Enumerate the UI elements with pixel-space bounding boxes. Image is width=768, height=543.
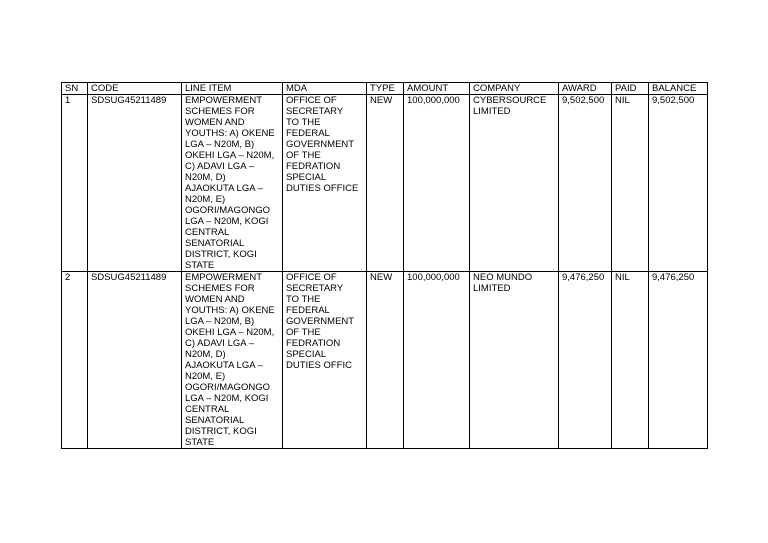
table-row (62, 95, 708, 272)
col-header-sn: SN (62, 83, 88, 95)
cell-balance: 9,502,500 (649, 95, 708, 272)
cell-sn: 1 (62, 95, 88, 272)
col-header-company: COMPANY (470, 83, 559, 95)
cell-type: NEW (367, 272, 404, 449)
cell-line-item: EMPOWERMENT SCHEMES FOR WOMEN AND YOUTHS: A) OKENE LGA – N20M, B) OKEHI LGA – N20M, C) ADAVI LGA – N20M, D) AJAOKUTA LGA – N20M, E) OGORI/MAGONGO LGA – N20M, KOGI CENTRAL SENATORIAL DISTRICT, KOGI STATE (182, 272, 283, 449)
table-row (62, 272, 708, 449)
cell-code: SDSUG45211489 (88, 95, 182, 272)
cell-company: NEO MUNDO LIMITED (470, 272, 559, 449)
header-row (62, 83, 708, 95)
allocation-table (61, 82, 708, 449)
cell-code: SDSUG45211489 (88, 272, 182, 449)
col-header-code: CODE (88, 83, 182, 95)
cell-award: 9,502,500 (559, 95, 612, 272)
cell-balance: 9,476,250 (649, 272, 708, 449)
col-header-balance: BALANCE (649, 83, 708, 95)
cell-mda: OFFICE OF SECRETARY TO THE FEDERAL GOVERNMENT OF THE FEDRATION SPECIAL DUTIES OFFIC (283, 272, 367, 449)
cell-paid: NIL (612, 95, 649, 272)
col-header-award: AWARD (559, 83, 612, 95)
cell-line-item: EMPOWERMENT SCHEMES FOR WOMEN AND YOUTHS: A) OKENE LGA – N20M, B) OKEHI LGA – N20M, C) ADAVI LGA – N20M, D) AJAOKUTA LGA – N20M, E) OGORI/MAGONGO LGA – N20M, KOGI CENTRAL SENATORIAL DISTRICT, KOGI STATE (182, 95, 283, 272)
col-header-mda: MDA (283, 83, 367, 95)
cell-company: CYBERSOURCE LIMITED (470, 95, 559, 272)
col-header-amount: AMOUNT (404, 83, 470, 95)
cell-award: 9,476,250 (559, 272, 612, 449)
cell-mda: OFFICE OF SECRETARY TO THE FEDERAL GOVERNMENT OF THE FEDRATION SPECIAL DUTIES OFFICE (283, 95, 367, 272)
cell-amount: 100,000,000 (404, 95, 470, 272)
cell-type: NEW (367, 95, 404, 272)
cell-amount: 100,000,000 (404, 272, 470, 449)
col-header-type: TYPE (367, 83, 404, 95)
col-header-paid: PAID (612, 83, 649, 95)
cell-paid: NIL (612, 272, 649, 449)
cell-sn: 2 (62, 272, 88, 449)
col-header-line-item: LINE ITEM (182, 83, 283, 95)
